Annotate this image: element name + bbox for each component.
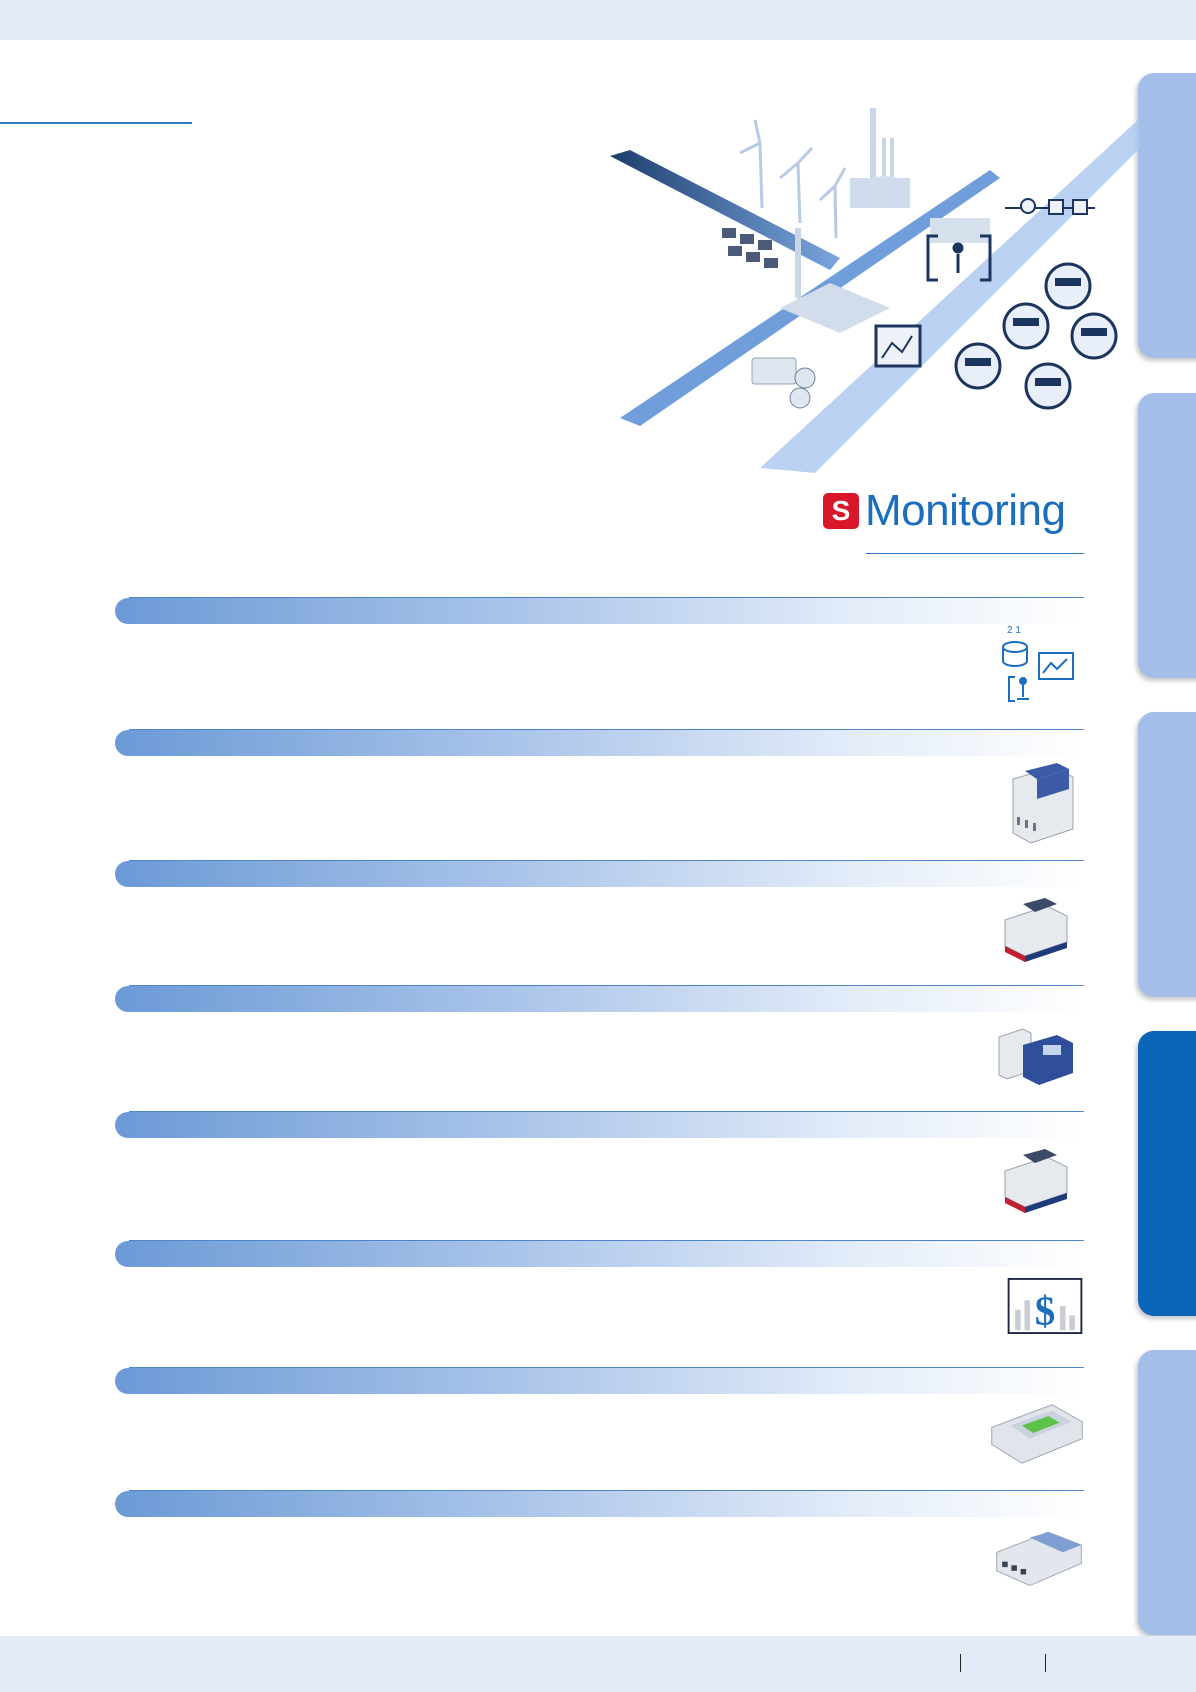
din-rail-module-image: [995, 890, 1075, 970]
section-header-bar[interactable]: [115, 861, 1084, 887]
cost-dollar-chart-icon: [1007, 1278, 1083, 1334]
brand-logo: [823, 486, 1065, 536]
chapter-tab-2[interactable]: [1138, 393, 1196, 678]
section-header-bar[interactable]: [115, 986, 1084, 1012]
screen-icon: [876, 326, 920, 366]
device-cluster-icon: [752, 358, 815, 408]
section-7: [115, 1367, 1084, 1487]
section-header-bar[interactable]: [115, 1112, 1084, 1138]
section-3: [115, 860, 1084, 980]
section-header-bar[interactable]: [115, 730, 1084, 756]
section-header-bar[interactable]: [115, 1241, 1084, 1267]
footer-separator: [1045, 1654, 1046, 1672]
section-header-bar[interactable]: [115, 598, 1084, 624]
svg-text:$: $: [1034, 1287, 1056, 1334]
brand-name: Monitoring: [865, 486, 1066, 535]
section-5: [115, 1111, 1084, 1236]
energy-meter-module-image: [995, 759, 1075, 849]
chapter-tab-3[interactable]: [1138, 712, 1196, 997]
energy-monitoring-illustration: [600, 108, 1140, 478]
footer-separator: [960, 1654, 961, 1672]
top-rule: [0, 122, 192, 124]
section-4: [115, 985, 1084, 1105]
chapter-tab-1[interactable]: [1138, 73, 1196, 358]
section-header-bar[interactable]: [115, 1491, 1084, 1517]
touch-panel-image: [989, 1401, 1085, 1467]
chapter-tab-5[interactable]: [1138, 1350, 1196, 1635]
header-band: [0, 0, 1196, 40]
process-diagram-icon: [1005, 199, 1095, 214]
software-monitoring-icon: [995, 625, 1075, 705]
footer-band: [0, 1636, 1196, 1692]
section-header-bar[interactable]: [115, 1368, 1084, 1394]
chapter-tab-monitoring[interactable]: [1138, 1031, 1196, 1316]
brand-rule: [866, 553, 1084, 554]
svg-text:2 1: 2 1: [1007, 625, 1021, 636]
section-6: [115, 1240, 1084, 1360]
section-2: [115, 729, 1084, 855]
meter-display-module-image: [995, 1015, 1075, 1095]
din-rail-module-image: [995, 1141, 1075, 1221]
section-8: [115, 1490, 1084, 1610]
controller-unit-image: [993, 1524, 1085, 1590]
section-1: [115, 597, 1084, 727]
brand-badge: S: [823, 493, 859, 529]
road-dark: [610, 150, 840, 270]
power-plant-icon: [850, 108, 910, 208]
